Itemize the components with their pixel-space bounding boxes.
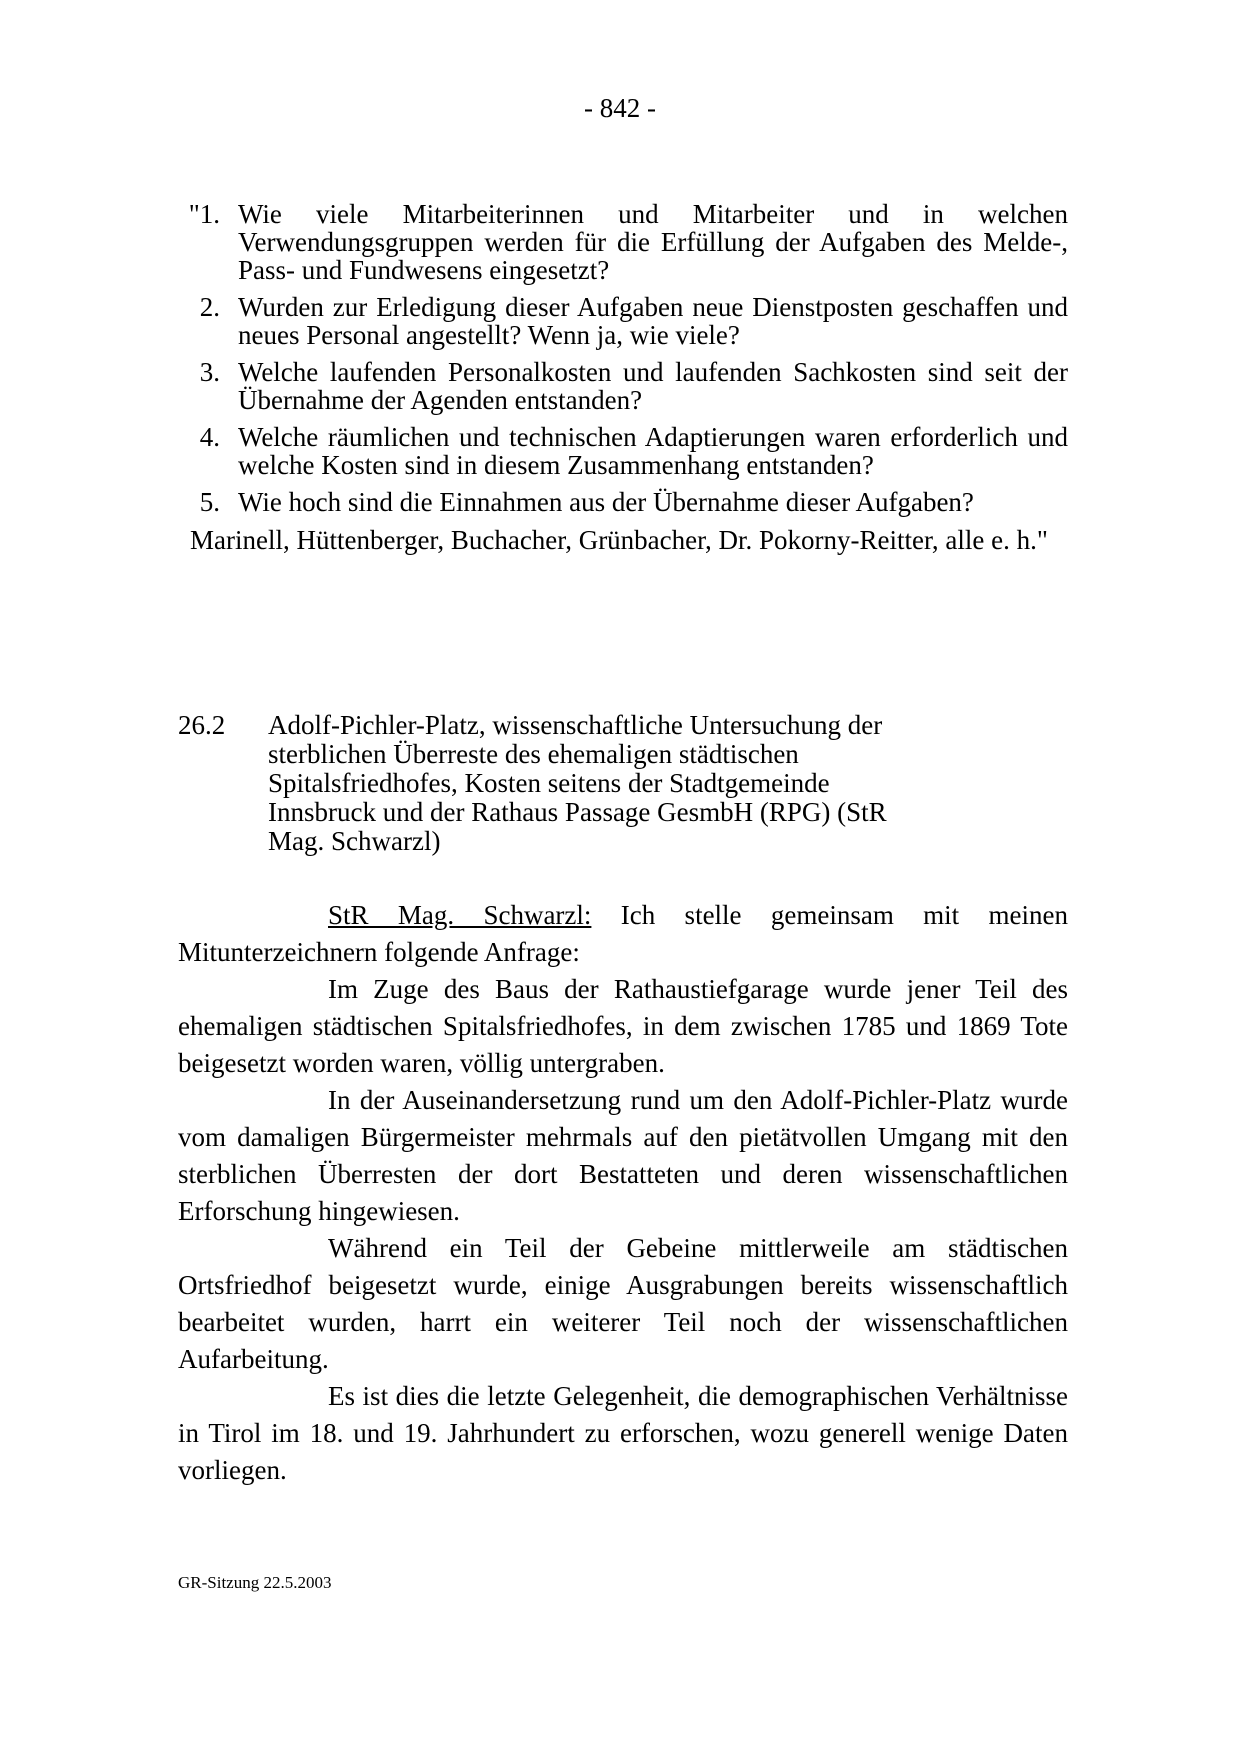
paragraph <box>178 897 1068 971</box>
paragraph-text: Ich stelle gemeinsam mit meinen Mitunterzeichnern folgende Anfrage: <box>178 900 1068 967</box>
paragraph: In der Auseinandersetzung rund um den Adolf-Pichler-Platz wurde vom damaligen Bürgermeister mehrmals auf den pietätvollen Umgang mit den sterblichen Überresten der dort Bestatteten und deren wissenschaftlichen Erforschung hingewiesen. <box>178 1085 1068 1226</box>
question-number: 2. <box>199 292 220 322</box>
question-item <box>178 200 1068 284</box>
section-title: Adolf-Pichler-Platz, wissenschaftliche Untersuchung der sterblichen Überreste des ehemaligen städtischen Spitalsfriedhofes, Kosten seitens der Stadtgemeinde Innsbruck und der Rathaus Passage GesmbH (RPG) (StR Mag. Schwarzl) <box>268 710 887 856</box>
page-number: - 842 - <box>584 93 656 123</box>
speaker-name: StR Mag. Schwarzl: <box>328 900 592 930</box>
paragraph: Während ein Teil der Gebeine mittlerweile am städtischen Ortsfriedhof beigesetzt wurde, einige Ausgrabungen bereits wissenschaftlich bearbeitet wurden, harrt ein weiterer Teil noch der wissenschaftlichen Aufarbeitung. <box>178 1233 1068 1374</box>
section-heading <box>178 711 938 856</box>
paragraph: Im Zuge des Baus der Rathaustiefgarage wurde jener Teil des ehemaligen städtischen Spitalsfriedhofes, in dem zwischen 1785 und 1869 Tote beigesetzt worden waren, völlig untergraben. <box>178 974 1068 1078</box>
question-item <box>178 293 1068 349</box>
question-item <box>178 423 1068 479</box>
question-number: "1. <box>188 199 220 229</box>
question-list <box>178 200 1068 556</box>
question-number: 4. <box>199 422 220 452</box>
question-text: Welche laufenden Personalkosten und laufenden Sachkosten sind seit der Übernahme der Agenden entstanden? <box>238 357 1068 415</box>
question-text: Welche räumlichen und technischen Adaptierungen waren erforderlich und welche Kosten sind in diesem Zusammenhang entstanden? <box>238 422 1068 480</box>
signers: Marinell, Hüttenberger, Buchacher, Grünbacher, Dr. Pokorny-Reitter, alle e. h." <box>190 525 1048 555</box>
footer-session-date: GR-Sitzung 22.5.2003 <box>178 1573 332 1592</box>
question-number: 3. <box>199 357 220 387</box>
question-item <box>178 488 1068 516</box>
body-text <box>178 897 1068 1489</box>
question-text: Wie viele Mitarbeiterinnen und Mitarbeiter und in welchen Verwendungsgruppen werden für die Erfüllung der Aufgaben des Melde-, Pass- und Fundwesens eingesetzt? <box>238 199 1068 285</box>
question-item <box>178 358 1068 414</box>
question-text: Wie hoch sind die Einnahmen aus der Übernahme dieser Aufgaben? <box>238 487 974 517</box>
section-number: 26.2 <box>178 710 226 740</box>
paragraph: Es ist dies die letzte Gelegenheit, die demographischen Verhältnisse in Tirol im 18. und 19. Jahrhundert zu erforschen, wozu generell wenige Daten vorliegen. <box>178 1381 1068 1485</box>
question-text: Wurden zur Erledigung dieser Aufgaben neue Dienstposten geschaffen und neues Personal angestellt? Wenn ja, wie viele? <box>238 292 1068 350</box>
question-number: 5. <box>199 487 220 517</box>
